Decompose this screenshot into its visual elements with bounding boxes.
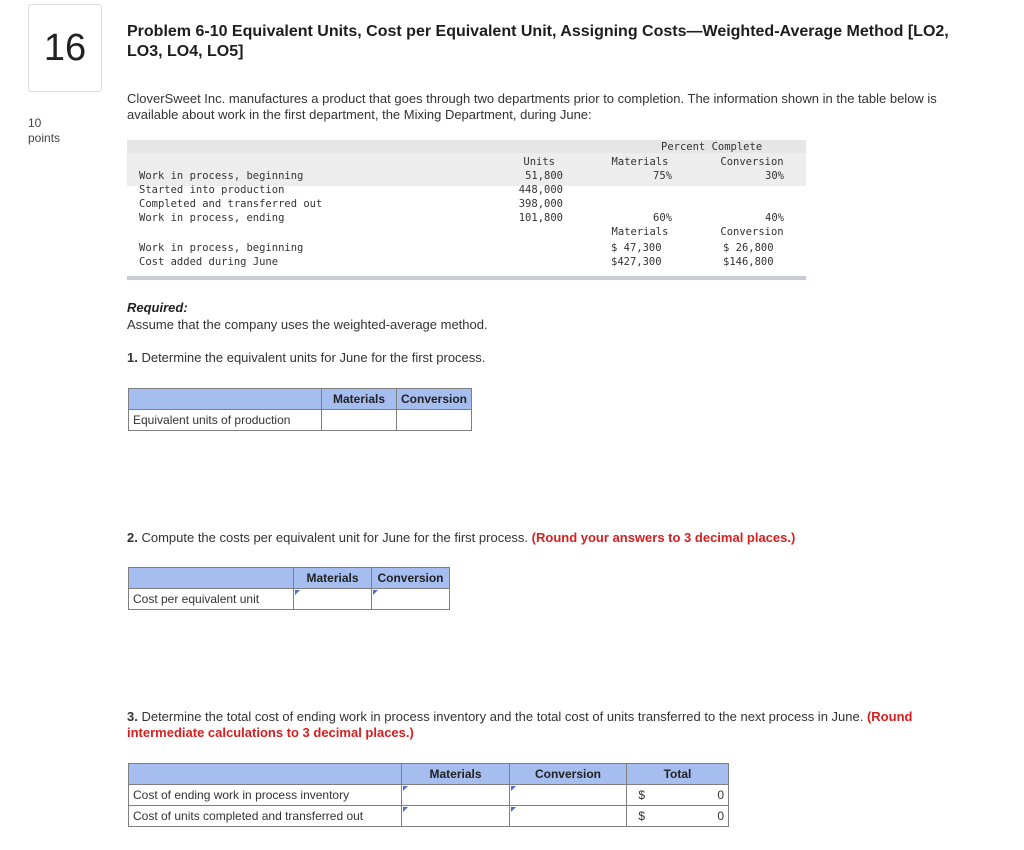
t3-transferred-total: 0	[657, 806, 729, 827]
t3-ending-wip-conversion-cell	[510, 785, 627, 806]
row-label-wip-beginning: Work in process, beginning	[139, 170, 304, 182]
t1-materials-cell	[322, 410, 397, 431]
cost-per-unit-answer-table	[128, 567, 450, 610]
data-table-header-bar	[127, 140, 806, 153]
col-header-units: Units	[523, 156, 555, 168]
t2-header-blank	[129, 568, 294, 589]
question-1-prompt: Determine the equivalent units for June for the first process.	[137, 350, 486, 365]
t2-row-label: Cost per equivalent unit	[129, 589, 294, 610]
question-number: 16	[43, 26, 87, 69]
problem-title: Problem 6-10 Equivalent Units, Cost per Equivalent Unit, Assigning Costs—Weighted-Average Method [LO2, LO3, LO4, LO5]	[127, 23, 949, 60]
t3-ending-wip-total: 0	[657, 785, 729, 806]
question-2-number: 2.	[127, 530, 138, 545]
input-flag-icon	[403, 786, 408, 791]
question-3-text	[127, 709, 917, 741]
cost-row-label-added: Cost added during June	[139, 256, 279, 268]
t1-conversion-cell	[397, 410, 472, 431]
cost-row-label-wip-beginning: Work in process, beginning	[139, 242, 304, 254]
question-2-prompt: Compute the costs per equivalent unit for June for the first process.	[137, 530, 532, 545]
row-label-completed: Completed and transferred out	[139, 198, 323, 210]
cost-conversion-wip-beginning: $ 26,800	[723, 242, 774, 254]
question-2-rounding-note: (Round your answers to 3 decimal places.)	[531, 530, 796, 545]
percent-complete-header: Percent Complete	[661, 141, 763, 153]
transferred-materials-input[interactable]	[402, 807, 509, 826]
t3-header-materials: Materials	[402, 764, 510, 785]
question-3-number: 3.	[127, 709, 138, 724]
units-wip-beginning: 51,800	[525, 170, 563, 182]
cost-assignment-answer-table	[128, 763, 729, 827]
col-header-conversion: Conversion	[720, 156, 784, 168]
points-label: points	[28, 131, 61, 145]
row-label-wip-ending: Work in process, ending	[139, 212, 285, 224]
input-flag-icon	[295, 590, 300, 595]
input-flag-icon	[511, 807, 516, 812]
question-3-prompt: Determine the total cost of ending work in process inventory and the total cost of units transferred to the next process in June.	[137, 709, 867, 724]
question-1-text	[127, 350, 485, 365]
t2-header-conversion: Conversion	[372, 568, 450, 589]
t3-ending-wip-currency: $	[627, 785, 657, 806]
ending-wip-conversion-input[interactable]	[510, 786, 626, 805]
units-completed: 398,000	[518, 198, 563, 210]
materials-pct-wip-ending: 60%	[653, 212, 672, 224]
equivalent-units-answer-table	[128, 388, 472, 431]
t3-row-label-transferred: Cost of units completed and transferred out	[129, 806, 402, 827]
conversion-pct-wip-beginning: 30%	[765, 170, 784, 182]
materials-pct-wip-beginning: 75%	[653, 170, 672, 182]
t3-header-total: Total	[627, 764, 729, 785]
conversion-pct-wip-ending: 40%	[765, 212, 784, 224]
data-table-bottom-rule	[127, 276, 806, 280]
required-heading: Required:	[127, 300, 188, 315]
t2-conversion-cell	[372, 589, 450, 610]
t3-header-blank	[129, 764, 402, 785]
input-flag-icon	[373, 590, 378, 595]
problem-intro: CloverSweet Inc. manufactures a product that goes through two departments prior to completion. The information shown in the table below is available about work in the first department, the Mixing Department, during June:	[127, 91, 937, 122]
cost-per-unit-conversion-input[interactable]	[372, 590, 449, 609]
points-info	[28, 116, 60, 146]
cost-conversion-added: $146,800	[723, 256, 774, 268]
transferred-conversion-input[interactable]	[510, 807, 626, 826]
t2-materials-cell	[294, 589, 372, 610]
t3-row-label-ending-wip: Cost of ending work in process inventory	[129, 785, 402, 806]
t3-transferred-materials-cell	[402, 806, 510, 827]
t1-header-materials: Materials	[322, 389, 397, 410]
units-started: 448,000	[518, 184, 563, 196]
t3-transferred-currency: $	[627, 806, 657, 827]
equivalent-units-materials-input[interactable]	[322, 411, 396, 430]
row-label-started: Started into production	[139, 184, 285, 196]
t1-header-blank	[129, 389, 322, 410]
question-number-box	[28, 4, 102, 92]
t3-transferred-conversion-cell	[510, 806, 627, 827]
cost-materials-added: $427,300	[611, 256, 662, 268]
equivalent-units-conversion-input[interactable]	[397, 411, 471, 430]
given-data-table	[127, 140, 806, 281]
question-3-rounding-note: (Round intermediate calculations to 3 decimal places.)	[127, 709, 913, 740]
cost-col-header-conversion: Conversion	[720, 226, 784, 238]
units-wip-ending: 101,800	[518, 212, 563, 224]
col-header-materials: Materials	[611, 156, 669, 168]
t2-header-materials: Materials	[294, 568, 372, 589]
cost-per-unit-materials-input[interactable]	[294, 590, 371, 609]
question-1-number: 1.	[127, 350, 138, 365]
t1-row-label: Equivalent units of production	[129, 410, 322, 431]
input-flag-icon	[403, 807, 408, 812]
assume-text: Assume that the company uses the weighted-average method.	[127, 317, 488, 332]
t1-header-conversion: Conversion	[397, 389, 472, 410]
points-value: 10	[28, 116, 42, 130]
cost-materials-wip-beginning: $ 47,300	[611, 242, 662, 254]
t3-ending-wip-materials-cell	[402, 785, 510, 806]
t3-header-conversion: Conversion	[510, 764, 627, 785]
cost-col-header-materials: Materials	[611, 226, 669, 238]
ending-wip-materials-input[interactable]	[402, 786, 509, 805]
input-flag-icon	[511, 786, 516, 791]
question-2-text	[127, 530, 795, 545]
